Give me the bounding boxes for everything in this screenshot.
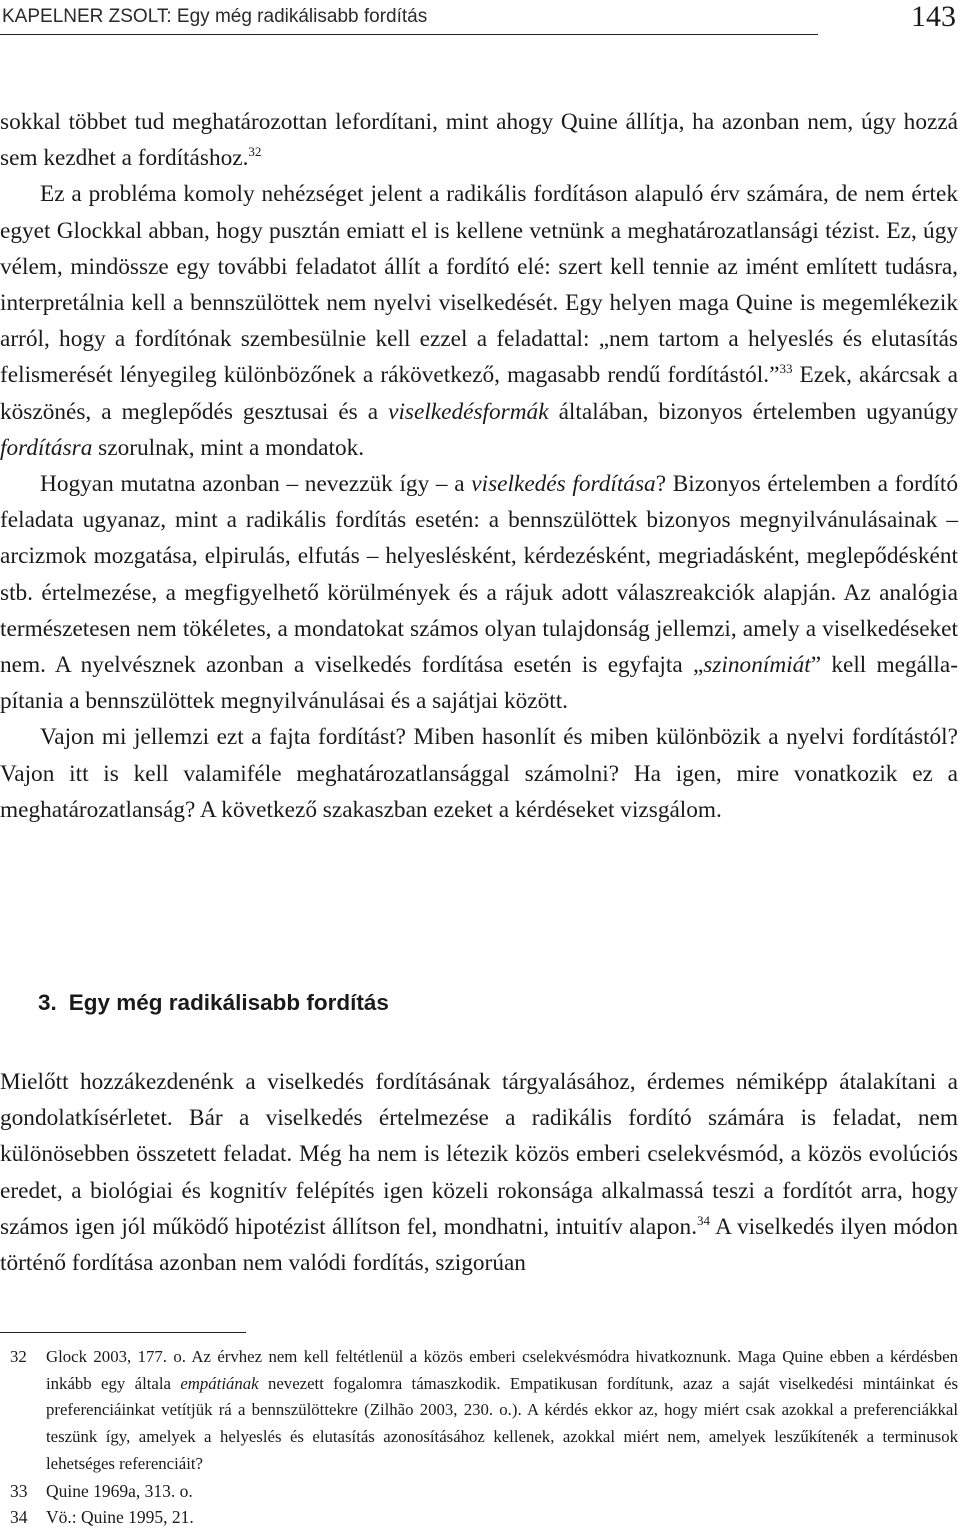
text-run: Quine 1969a, 313. o. <box>46 1480 193 1501</box>
text-run: Ezek, akárcsak a köszönés, a meglepődés gesztusai és a <box>0 362 958 425</box>
footnote-number: 34 <box>10 1507 28 1528</box>
section-heading <box>38 990 389 1016</box>
text-run: Vö.: Quine 1995, 21. <box>46 1507 194 1528</box>
footnote-rule <box>0 1332 246 1333</box>
page-number: 143 <box>911 0 956 33</box>
paragraph <box>0 719 958 828</box>
text-run: A viselkedés ilyen módon történő fordítása azonban nem valódi fordítás, szigorúan <box>0 1213 958 1277</box>
section-number: 3. <box>38 990 57 1015</box>
text-run: sokkal többet tud meghatározottan lefordítani, mint ahogy Quine állítja, ha azonban nem, úgy hozzá sem kezdhet a fordításhoz. <box>0 109 958 172</box>
footnote-ref[interactable]: 33 <box>779 361 793 377</box>
text-run: nevezett fogalomra támaszkodik. Empatikusan fordítunk, azaz a saját viselkedési mintáinkat és preferenciáinkat vetítjük rá a bennszülöttekre (Zilhão 2003, 230. o.). A kérdés ekkor az, hogy miért csak azokkal a preferenciákkal teszünk így, amelyek a helyeslés és elutasítás azonosításához kellenek, azokkal miért nem, amelyek leszűkítenék a terminusok lehetséges referenciáit? <box>46 1373 958 1473</box>
body-text-after-section <box>0 1064 958 1281</box>
footnote <box>0 1504 958 1531</box>
footnote <box>0 1344 958 1478</box>
paragraph <box>0 104 958 176</box>
text-run: általában, bizonyos értelemben ugyanúgy <box>548 398 959 425</box>
header-rule <box>0 34 818 35</box>
text-run: Hogyan mutatna azonban – nevezzük így – a <box>40 471 472 498</box>
emphasis: viselkedés fordítása <box>471 471 656 498</box>
text-run: ” kell megállapítania a bennszülöttek megnyilvánulásai és a sajátjai között. <box>0 652 958 715</box>
footnote <box>0 1478 958 1505</box>
paragraph <box>0 1064 958 1281</box>
running-title: KAPELNER ZSOLT: Egy még radikálisabb fordítás <box>2 6 428 27</box>
text-run: Ez a probléma komoly nehézséget jelent a radikális fordításon alapuló érv számára, de nem értek egyet Glockkal abban, hogy pusztán emiatt el is kellene vetnünk a meghatározatlansági tézist. Ez, úgy vélem, mindössze egy további feladatot állít a fordító elé: szert kell tennie az imént említett tudásra, interpretálnia kell a bennszülöttek nem nyelvi viselkedését. Egy helyen maga Quine is megemlékezik arról, hogy a fordítónak szembesülnie kell ezzel a feladattal: „nem tartom a helyeslés és elutasítás felismerését lényegileg különbözőnek a rákövetkező, magasabb rendű fordítástól.” <box>0 181 958 389</box>
paragraph <box>0 176 958 466</box>
paragraph <box>0 466 958 719</box>
footnote-number: 33 <box>10 1480 28 1501</box>
running-header <box>0 0 960 40</box>
text-run: ? Bizonyos értelemben a fordító feladata ugyanaz, mint a radikális fordítás esetén: a bennszülöttek bizonyos megnyilvánulásainak – arcizmok mozgatása, elpirulás, elfutás – helyeslésként, kérdezésként, megriadásként, meglepődésként stb. értelmezése, a megfigyelhető körülmények és a rájuk adott válaszreakciók alapján. Az analógia természetesen nem tökéletes, a mondatokat számos olyan tulajdonság jellemzi, amely a viselkedéseket nem. A nyelvésznek azonban a viselkedés fordítása esetén is egyfajta „ <box>0 471 959 679</box>
emphasis: empátiának <box>180 1373 259 1393</box>
footnote-ref[interactable]: 32 <box>248 144 262 160</box>
emphasis: szinonímiát <box>703 652 811 679</box>
section-title: Egy még radikálisabb fordítás <box>68 990 389 1015</box>
emphasis: fordításra <box>0 434 93 461</box>
body-text-before-section <box>0 104 958 828</box>
text-run: Mielőtt hozzákezdenénk a viselkedés fordításának tárgyalásához, érdemes némiképp átalakítani a gondolatkísérletet. Bár a viselkedés értelmezése a radikális fordító számára is feladat, nem különösebben összetett feladat. Még ha nem is létezik közös emberi cselekvésmód, a közös evolúciós eredet, a biológiai és kognitív felépítés igen közeli rokonsága alkalmassá teszi a fordítót arra, hogy számos igen jól működő hipotézist állítson fel, mondhatni, intuitív alapon. <box>0 1069 958 1240</box>
footnote-ref[interactable]: 34 <box>697 1212 711 1228</box>
emphasis: viselkedésformák <box>388 398 549 425</box>
text-run: Vajon mi jellemzi ezt a fajta fordítást? Miben hasonlít és miben különbözik a nyelvi fordítástól? Vajon itt is kell valamiféle meghatározatlansággal számolni? Ha igen, mire vonatkozik ez a meghatározatlanság? A következő szakaszban ezeket a kérdéseket vizsgálom. <box>0 724 958 823</box>
text-run: Glock 2003, 177. o. Az érvhez nem kell feltétlenül a közös emberi cselekvésmódra hivatkoznunk. Maga Quine ebben a kérdésben inkább egy általa <box>46 1347 958 1393</box>
footnotes <box>0 1344 958 1531</box>
footnote-number: 32 <box>10 1347 27 1366</box>
text-run: szorulnak, mint a mondatok. <box>92 434 365 461</box>
